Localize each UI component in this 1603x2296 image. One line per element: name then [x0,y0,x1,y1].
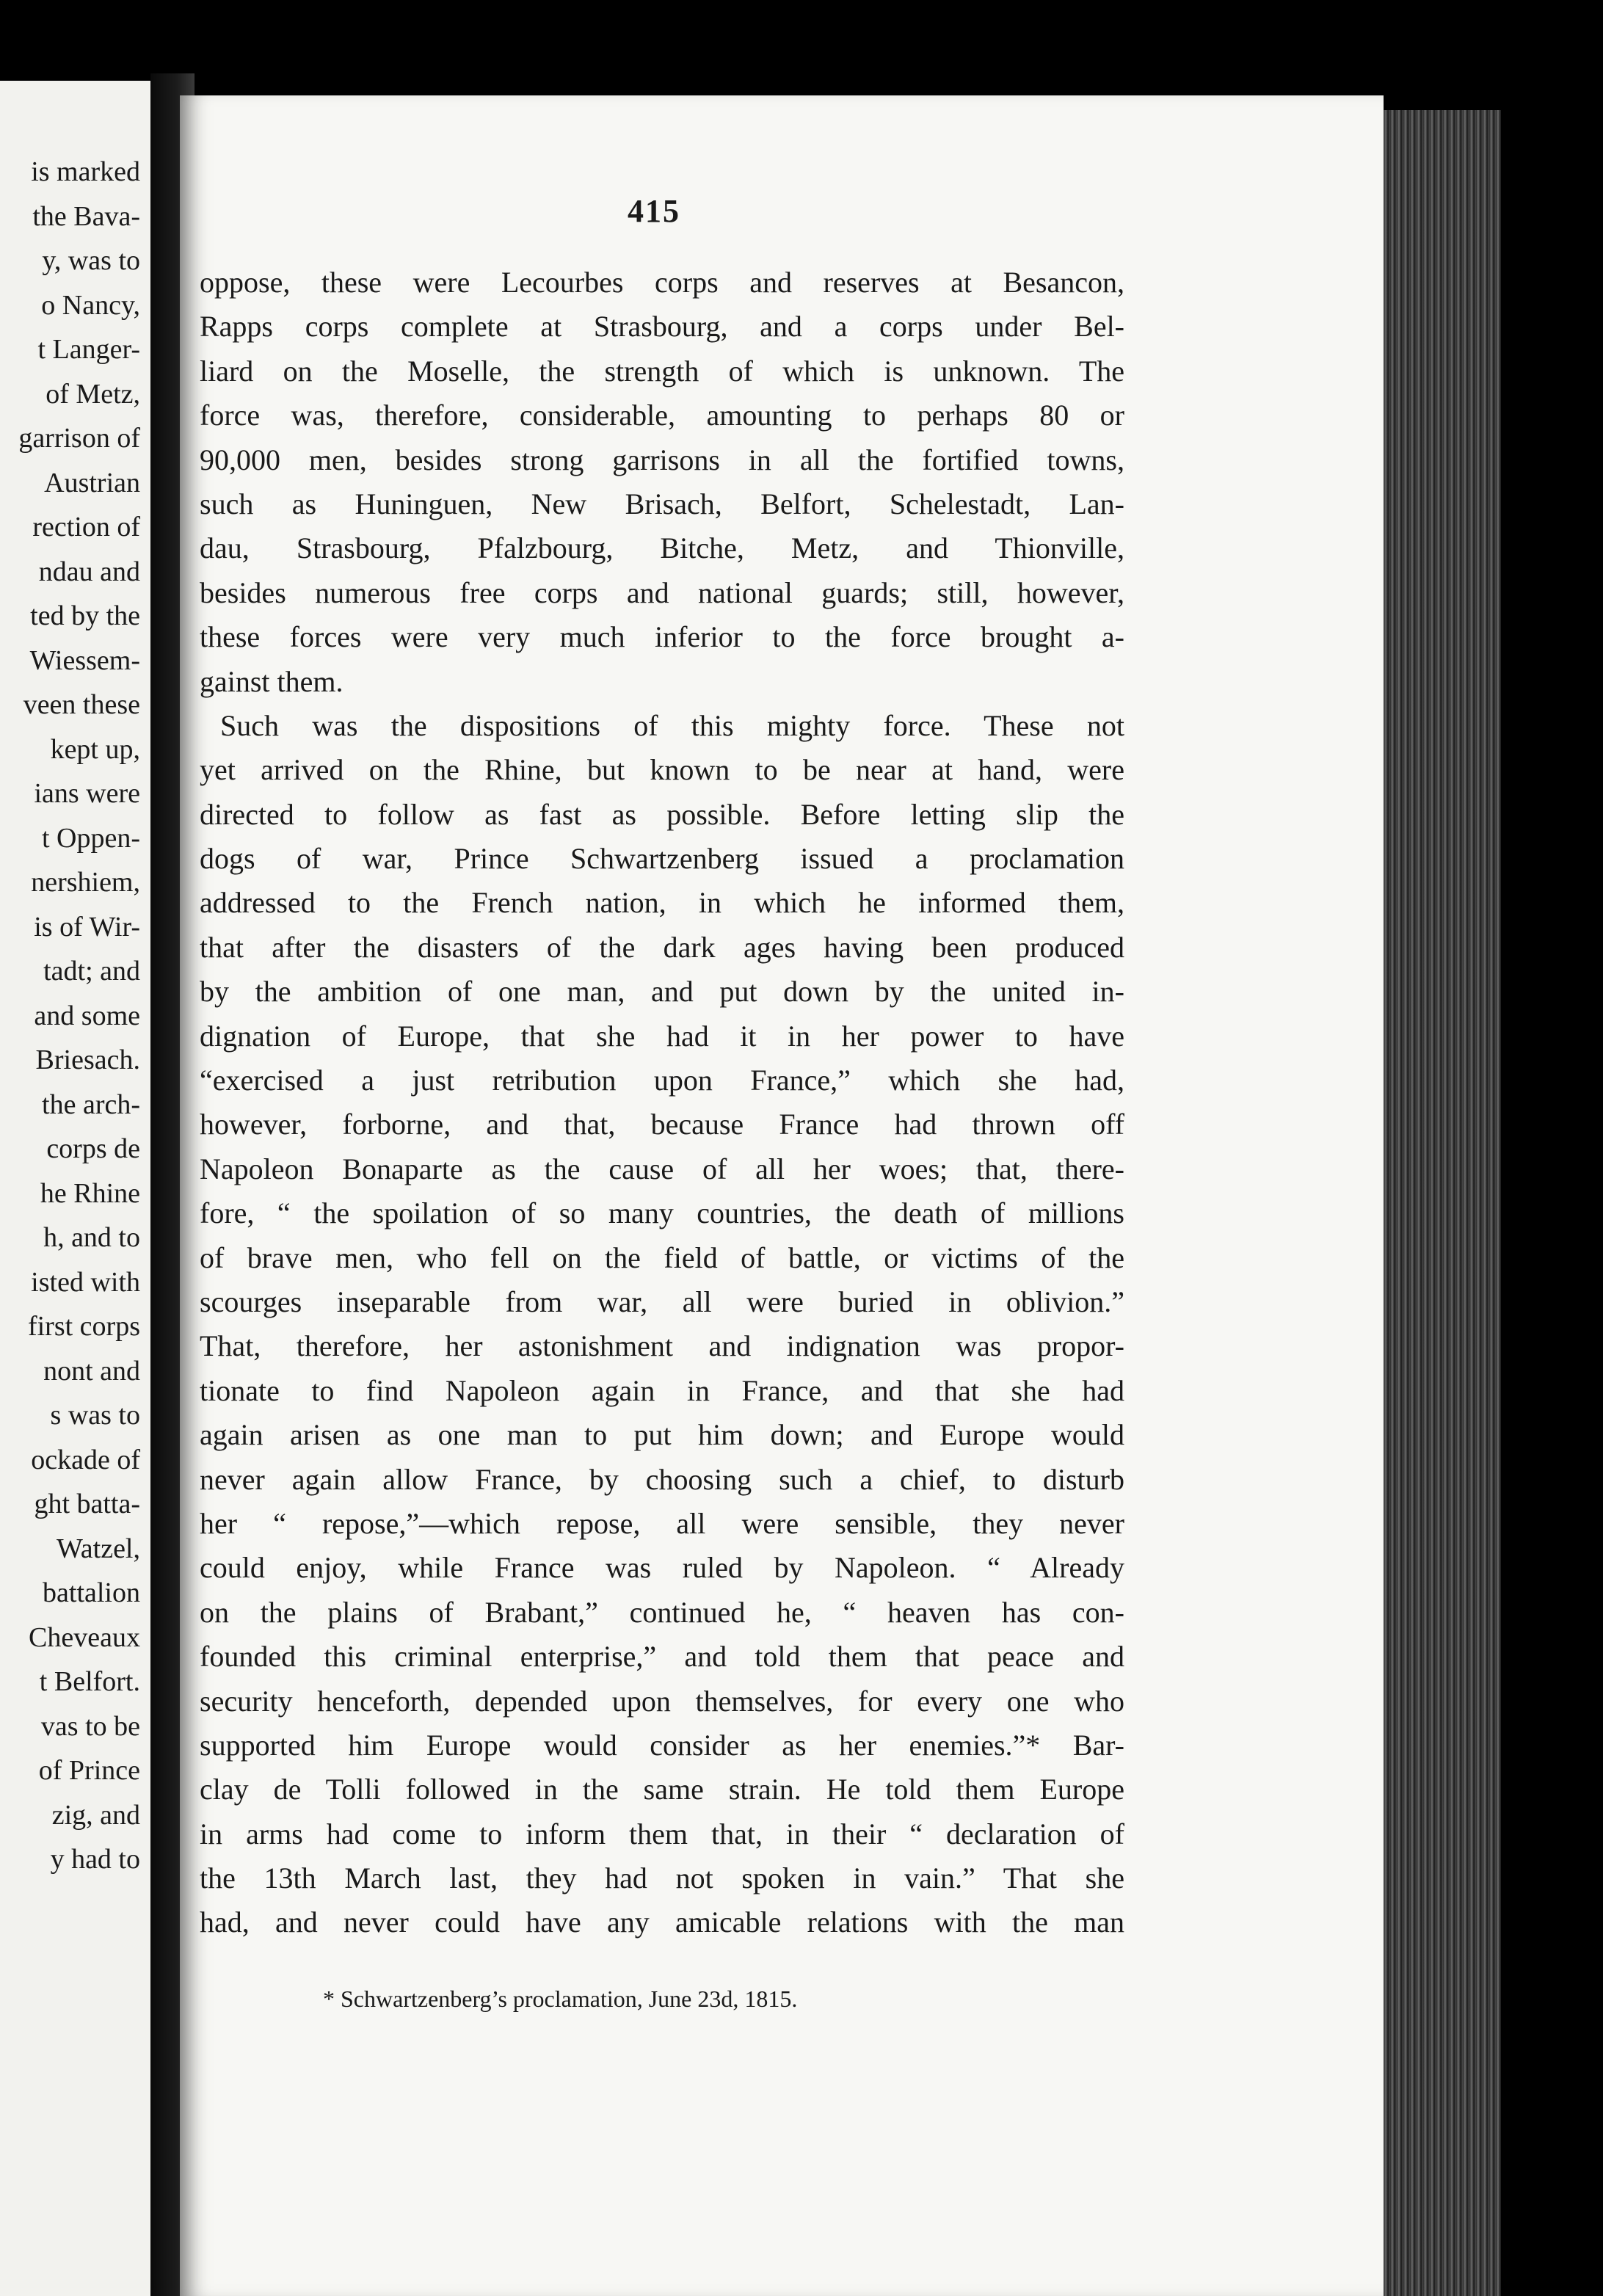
facing-page-line: veen these [23,689,140,720]
facing-page-line: zig, and [51,1799,140,1831]
facing-page-line: Cheveaux [29,1621,140,1653]
facing-page-line: t Langer- [37,334,140,365]
text-line: however, forborne, and that, because France had thrown off [200,1108,1124,1141]
text-line: in arms had come to inform them that, in their “ declaration of [200,1817,1124,1850]
text-line: gainst them. [200,664,344,698]
facing-page-line: kept up, [50,733,140,765]
facing-page-line: y, was to [42,245,140,276]
facing-page-line: nont and [43,1355,140,1387]
text-line: besides numerous free corps and national guards; still, however, [200,575,1124,609]
text-line: directed to follow as fast as possible. Before letting slip the [200,797,1124,831]
facing-page-line: nershiem, [31,867,140,898]
facing-page-line: Wiessem- [29,644,140,676]
facing-page-line: first corps [27,1311,140,1342]
facing-page-line: t Oppen- [41,822,140,854]
body-text [200,261,1124,1945]
text-line: dau, Strasbourg, Pfalzbourg, Bitche, Metz, and Thionville, [200,531,1124,565]
text-line: dogs of war, Prince Schwartzenberg issued a proclamation [200,842,1124,876]
facing-page-line: corps de [46,1133,140,1164]
text-line: had, and never could have any amicable relations with the man [200,1906,1124,1939]
page-edges [1384,110,1501,2296]
facing-page-line: vas to be [40,1710,140,1742]
facing-page-line: battalion [43,1577,140,1608]
text-line: Napoleon Bonaparte as the cause of all her woes; that, there- [200,1152,1124,1185]
facing-page-line: rection of [32,512,140,542]
text-line: founded this criminal enterprise,” and told them that peace and [200,1640,1124,1674]
text-line: that after the disasters of the dark ages having been produced [200,930,1124,964]
text-line: clay de Tolli followed in the same strain. He told them Europe [200,1773,1124,1806]
facing-page-line: ndau and [38,556,140,587]
text-line: of brave men, who fell on the field of battle, or victims of the [200,1240,1124,1274]
facing-page-line: ted by the [30,600,140,631]
facing-page-line: Briesach. [35,1045,140,1075]
text-line: these forces were very much inferior to the force brought a- [200,620,1124,654]
facing-page-line: is marked [31,156,140,187]
facing-page-line: o Nancy, [41,289,140,321]
text-line: supported him Europe would consider as her enemies.”* Bar- [200,1728,1124,1762]
facing-page-line: he Rhine [40,1177,140,1209]
text-line: dignation of Europe, that she had it in her power to have [200,1019,1124,1053]
facing-page-line: of Prince [38,1755,140,1786]
facing-page-line: ght batta- [34,1489,140,1519]
facing-page-line: ians were [34,778,140,809]
footnote: * Schwartzenberg’s proclamation, June 23d, 1815. [323,1986,798,2012]
facing-page-line: is of Wir- [34,911,140,942]
facing-page-line: s was to [50,1400,140,1431]
text-line: That, therefore, her astonishment and indignation was propor- [200,1329,1124,1363]
facing-page-line: h, and to [43,1222,140,1253]
facing-page-line: t Belfort. [39,1666,140,1697]
facing-page-line: garrison of [18,423,140,454]
facing-page-line: of Metz, [46,378,140,410]
text-line: Rapps corps complete at Strasbourg, and a corps under Bel- [200,310,1124,344]
facing-page-line: Austrian [44,467,140,498]
text-line: again arisen as one man to put him down; and Europe would [200,1418,1124,1452]
text-line: liard on the Moselle, the strength of which is unknown. The [200,354,1124,388]
text-line: could enjoy, while France was ruled by Napoleon. “ Already [200,1551,1124,1585]
text-line: on the plains of Brabant,” continued he, “ heaven has con- [200,1595,1124,1629]
text-line: “exercised a just retribution upon France,” which she had, [200,1064,1124,1097]
text-line: oppose, these were Lecourbes corps and reserves at Besancon, [200,266,1124,299]
text-line: her “ repose,”—which repose, all were sensible, they never [200,1506,1124,1540]
facing-page-line: the Bava- [32,200,140,232]
text-line: yet arrived on the Rhine, but known to be near at hand, were [200,753,1124,787]
text-line: force was, therefore, considerable, amounting to perhaps 80 or [200,399,1124,432]
text-line: by the ambition of one man, and put down by the united in- [200,975,1124,1009]
text-line: the 13th March last, they had not spoken in vain.” That she [200,1861,1124,1895]
facing-page-line: isted with [31,1266,140,1298]
page-number: 415 [628,193,680,229]
facing-page-line: tadt; and [43,956,140,987]
text-line: scourges inseparable from war, all were buried in oblivion.” [200,1285,1124,1318]
text-line: addressed to the French nation, in which he informed them, [200,886,1124,920]
text-line: fore, “ the spoilation of so many countries, the death of millions [200,1196,1124,1230]
text-line: tionate to find Napoleon again in France, and that she had [200,1373,1124,1407]
text-line: such as Huninguen, New Brisach, Belfort, Schelestadt, Lan- [200,487,1124,520]
facing-page-line: ockade of [31,1444,140,1475]
text-line: Such was the dispositions of this mighty force. These not [220,708,1124,742]
facing-page-line: Watzel, [56,1533,140,1564]
text-line: security henceforth, depended upon themselves, for every one who [200,1684,1124,1718]
facing-page-line: and some [34,1000,140,1031]
text-line: never again allow France, by choosing such a chief, to disturb [200,1462,1124,1496]
facing-page-line: y had to [50,1844,140,1875]
text-line: 90,000 men, besides strong garrisons in all the fortified towns, [200,443,1124,476]
facing-page-line: the arch- [42,1089,140,1120]
facing-page-fragment [0,81,150,2296]
